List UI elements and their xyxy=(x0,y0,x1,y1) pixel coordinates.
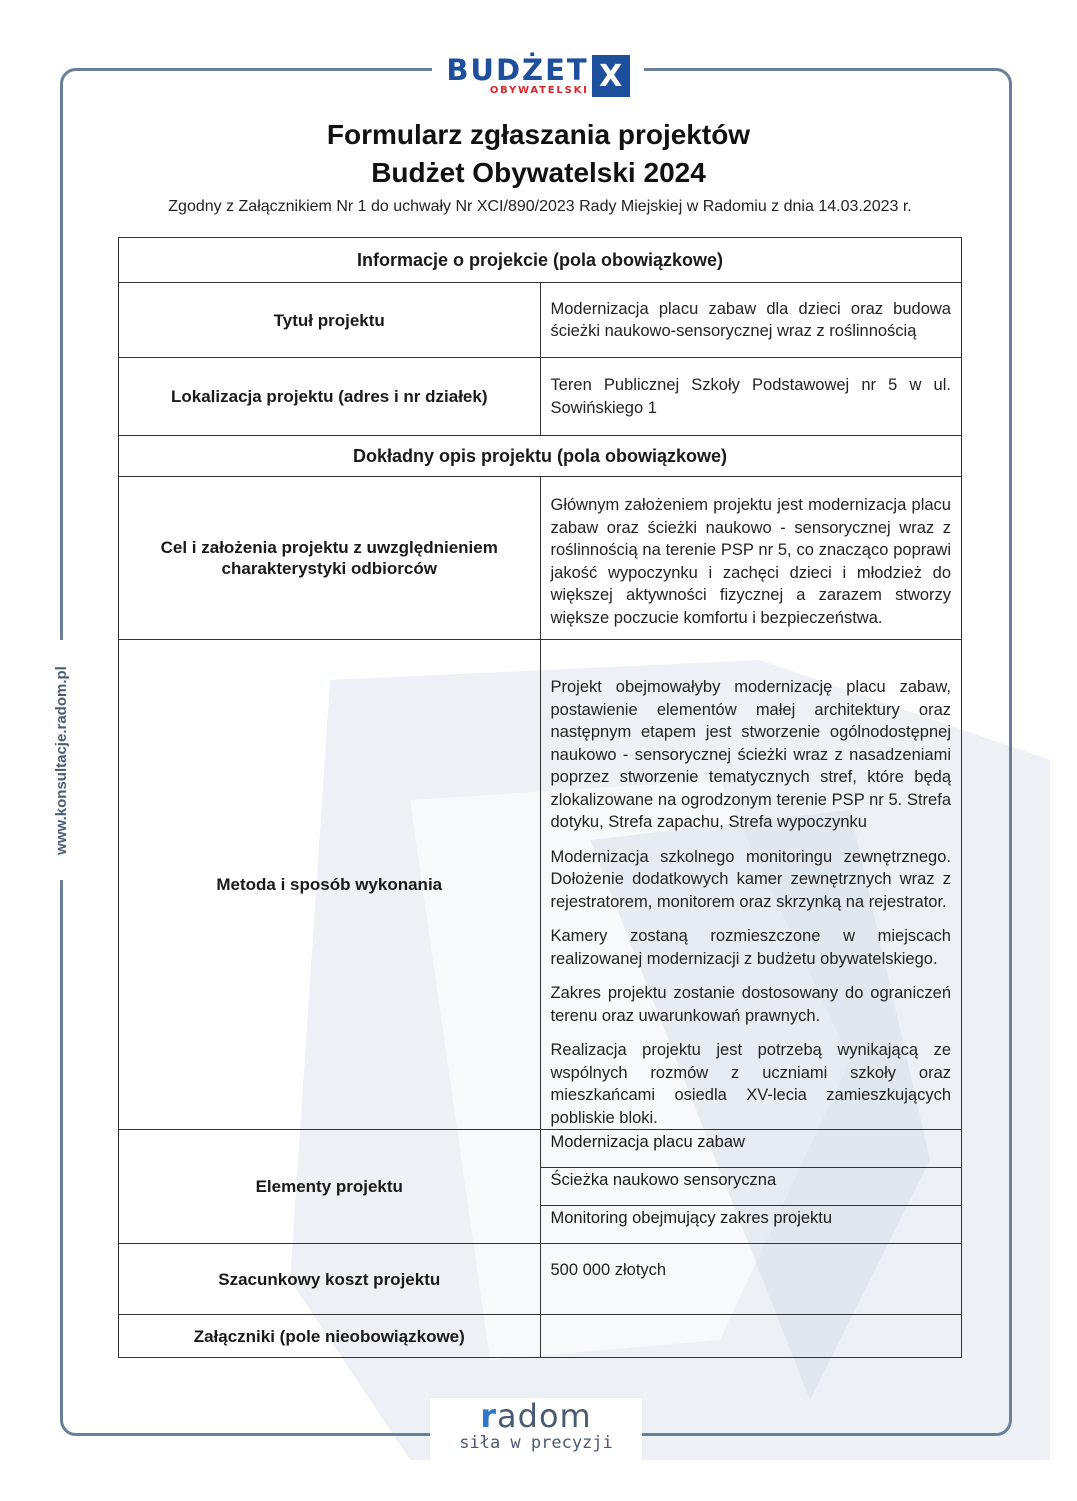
method-value xyxy=(540,640,962,1130)
logo-x-mark: X xyxy=(592,55,630,97)
cost-label: Szacunkowy koszt projektu xyxy=(119,1244,541,1315)
element-item: Ścieżka naukowo sensoryczna xyxy=(540,1168,962,1206)
attachments-value xyxy=(540,1315,962,1358)
page-title: Formularz zgłaszania projektów xyxy=(326,119,751,150)
title-value: Modernizacja placu zabaw dla dzieci oraz budowa ścieżki naukowo-sensorycznej wraz z roślinnością xyxy=(540,283,962,358)
method-paragraph: Modernizacja szkolnego monitoringu zewnętrznego. Dołożenie dodatkowych kamer zewnętrznych wraz z rejestratorem, monitorem oraz skrzynką na rejestrator. xyxy=(550,847,951,911)
radom-logo-r: r xyxy=(480,1397,498,1435)
side-url-text: www.konsultacje.radom.pl xyxy=(52,665,70,855)
title-label: Tytuł projektu xyxy=(119,283,541,358)
attachments-label: Załączniki (pole nieobowiązkowe) xyxy=(119,1315,541,1358)
side-url xyxy=(48,640,74,880)
element-item: Monitoring obejmujący zakres projektu xyxy=(540,1206,962,1244)
method-label: Metoda i sposób wykonania xyxy=(119,640,541,1130)
radom-logo-name: adom xyxy=(497,1397,592,1435)
logo-line2: OBYWATELSKI xyxy=(489,84,589,96)
cost-value: 500 000 złotych xyxy=(540,1244,962,1315)
method-paragraph: Realizacja projektu jest potrzebą wynikającą ze wspólnych rozmów z uczniami szkoły oraz mieszkańcami osiedla XV-lecia zamieszkujących pobliskie bloki. xyxy=(550,1041,951,1127)
section-header-description: Dokładny opis projektu (pola obowiązkowe) xyxy=(119,436,962,477)
radom-logo xyxy=(430,1398,642,1462)
radom-tagline: siła w precyzji xyxy=(459,1433,613,1453)
method-paragraph: Projekt obejmowałyby modernizację placu zabaw, postawienie elementów małej architektury oraz następnym etapem jest stworzenie ogólnodostępnej naukowo - sensorycznej ścieżki wraz z nasadzeniami poprzez stworzenie tematycznych stref, które będą zlokalizowane na ogrodzonym terenie PSP nr 5. Strefa dotyku, Strefa zapachu, Strefa wypoczynku xyxy=(550,678,951,831)
budzet-obywatelski-logo xyxy=(432,50,644,102)
method-paragraph: Kamery zostaną rozmieszczone w miejscach realizowanej modernizacji z budżetu obywatelskiego. xyxy=(550,927,951,968)
logo-line1: BUDŻET xyxy=(446,52,589,87)
location-label: Lokalizacja projektu (adres i nr działek) xyxy=(119,358,541,436)
section-header-info: Informacje o projekcie (pola obowiązkowe) xyxy=(119,238,962,283)
location-value: Teren Publicznej Szkoły Podstawowej nr 5 w ul. Sowińskiego 1 xyxy=(540,358,962,436)
goal-value: Głównym założeniem projektu jest modernizacja placu zabaw oraz ścieżki naukowo - sensorycznej wraz z roślinnością na terenie PSP nr 5, co znacząco poprawi jakość wypoczynku i zachęci dzieci i młodzież do większej aktywności fizycznej a zarazem stworzy większe poczucie komfortu i bezpieczeństwa. xyxy=(540,477,962,640)
element-item: Modernizacja placu zabaw xyxy=(540,1130,962,1168)
page-title-year: Budżet Obywatelski 2024 xyxy=(371,157,706,188)
elements-label: Elementy projektu xyxy=(119,1130,541,1244)
project-form-table xyxy=(118,237,962,1358)
goal-label: Cel i założenia projektu z uwzględnieniem charakterystyki odbiorców xyxy=(119,477,541,640)
page-subtitle: Zgodny z Załącznikiem Nr 1 do uchwały Nr XCI/890/2023 Rady Miejskiej w Radomiu z dnia 14.03.2023 r. xyxy=(168,198,912,215)
method-paragraph: Zakres projektu zostanie dostosowany do ograniczeń terenu oraz uwarunkowań prawnych. xyxy=(550,984,951,1025)
